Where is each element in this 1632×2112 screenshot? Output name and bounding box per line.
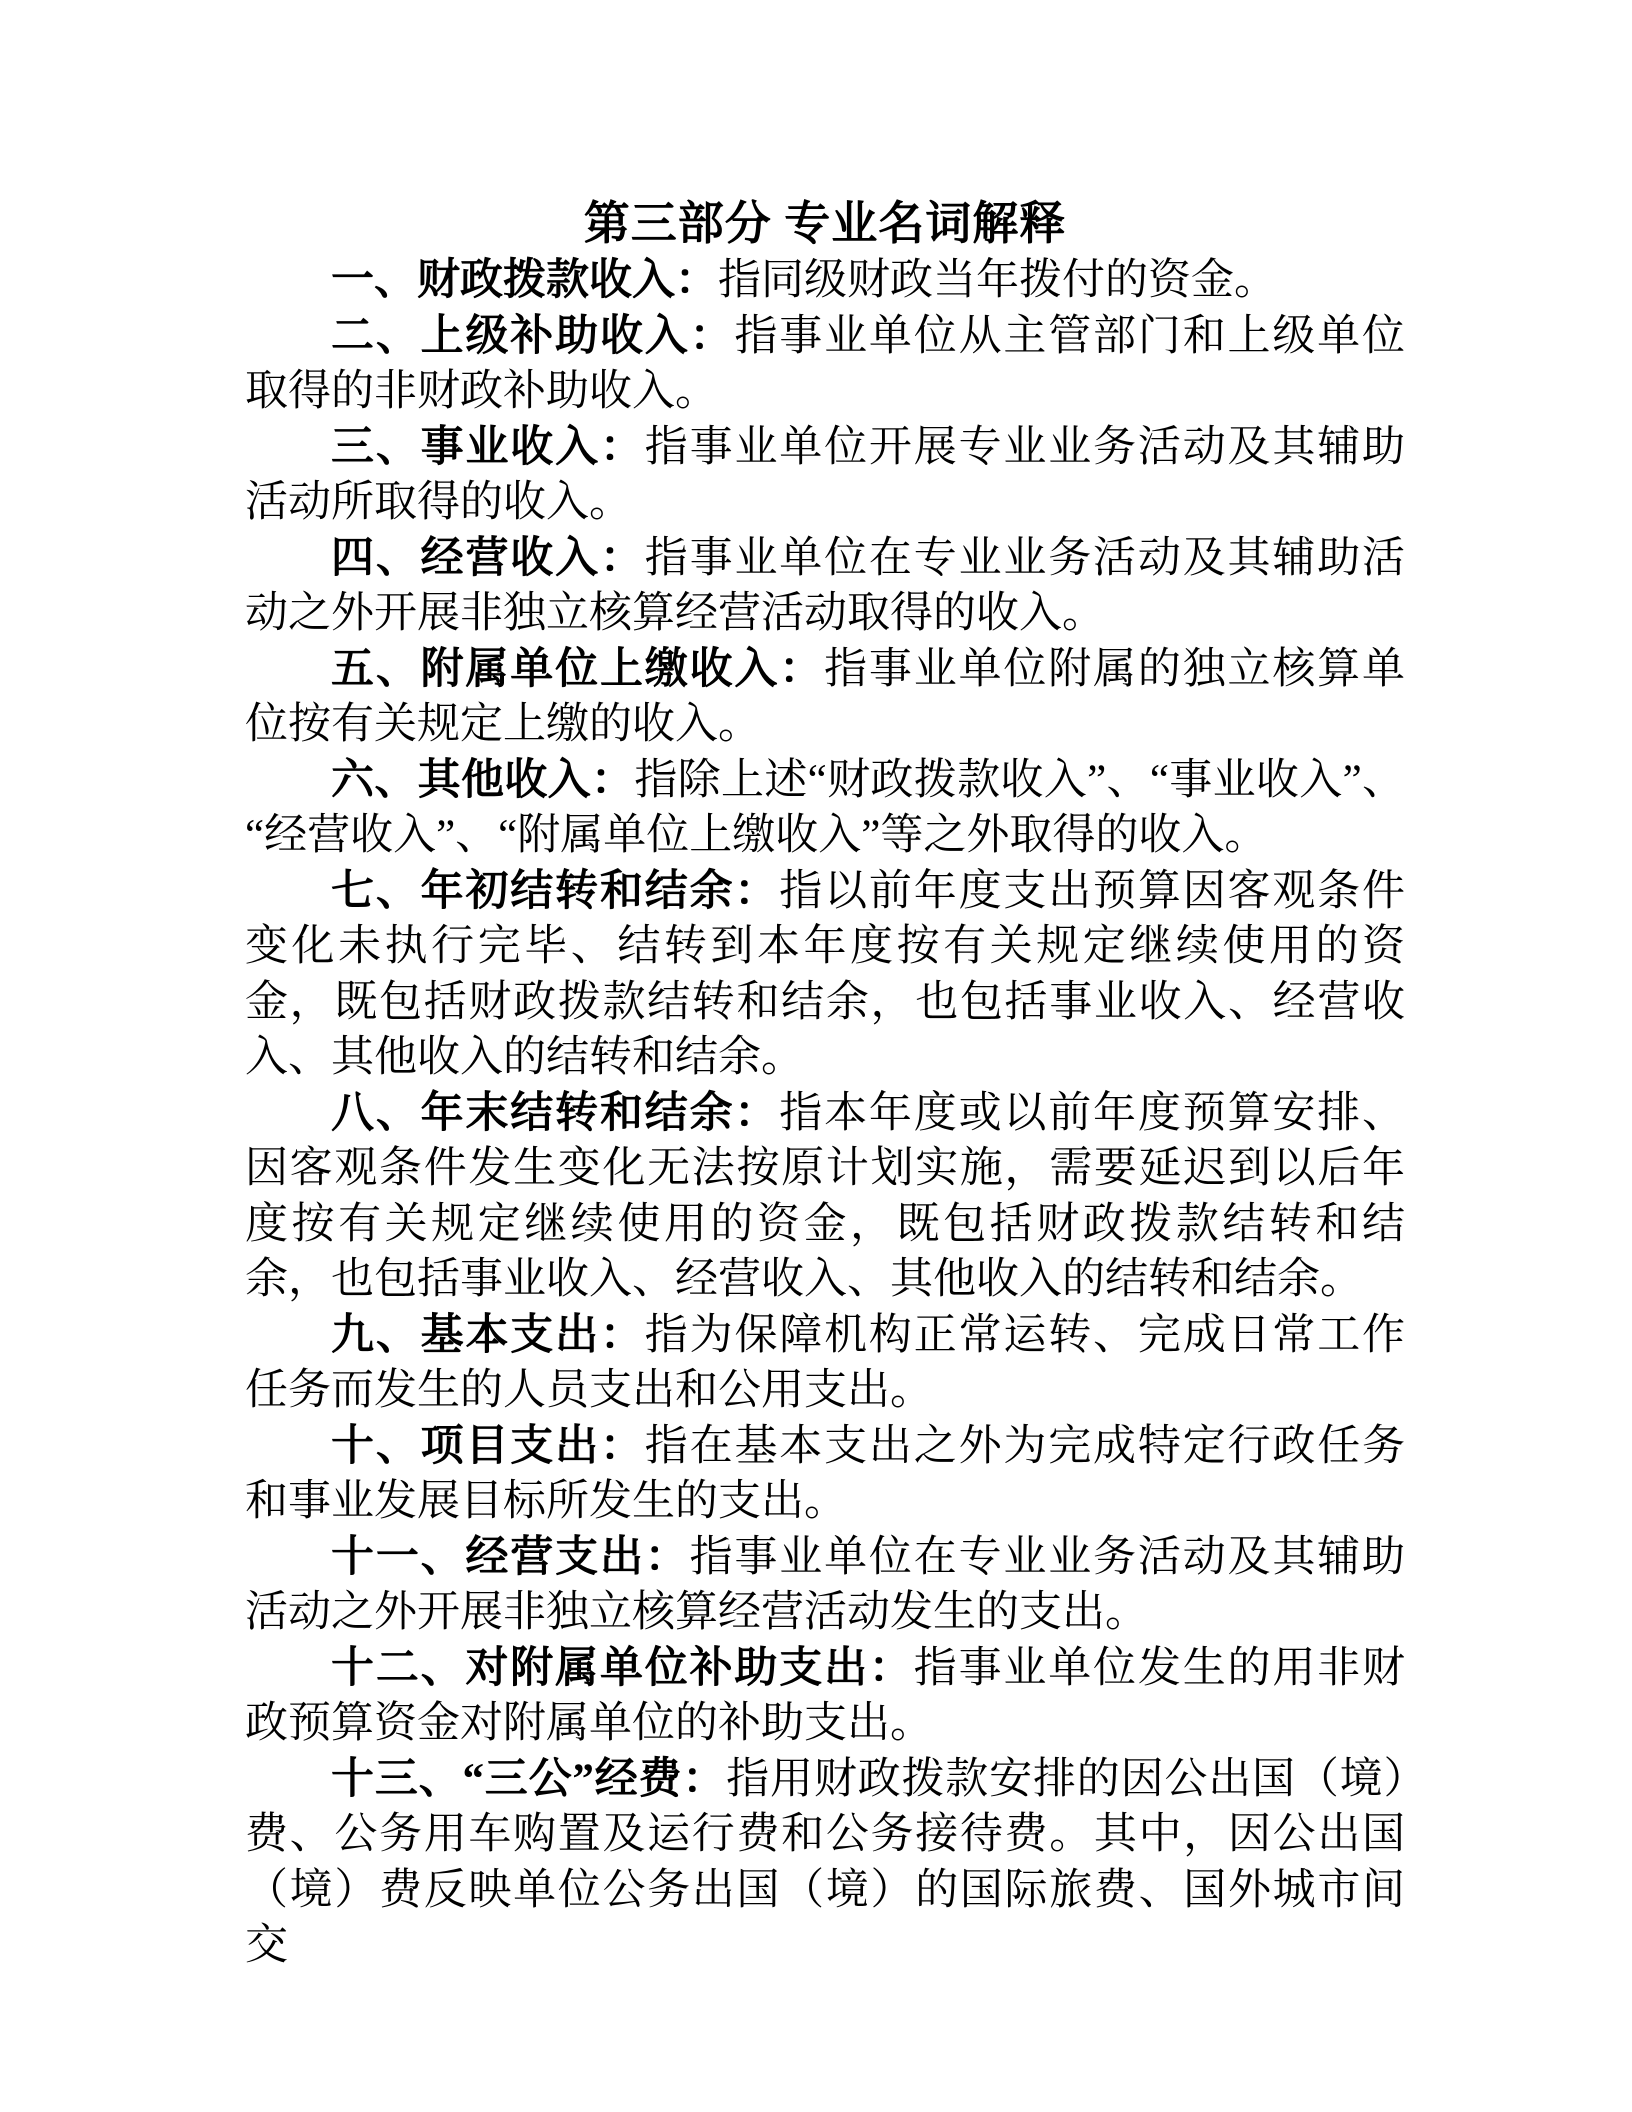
definition-term: 四、经营收入： [331,534,645,582]
definition-text: 指事业单位从主管部门和上级单位取得的非财政补助收入。 [245,312,1406,415]
definition-text: 指除上述“财政拨款收入”、“事业收入”、“经营收入”、“附属单位上缴收入”等之外取得的收入。 [245,756,1406,859]
definition-paragraph [245,531,1405,642]
definition-text: 指事业单位附属的独立核算单位按有关规定上缴的收入。 [245,645,1406,748]
page-title: 第三部分 专业名词解释 [583,198,1067,249]
definition-term: 二、上级补助收入： [331,312,735,360]
definition-paragraph [245,642,1405,753]
definition-text: 指本年度或以前年度预算安排、因客观条件发生变化无法按原计划实施，需要延迟到以后年度按有关规定继续使用的资金，既包括财政拨款结转和结余，也包括事业收入、经营收入、其他收入的结转和结余。 [245,1089,1406,1303]
definition-term: 六、其他收入： [331,756,635,804]
definition-text: 指为保障机构正常运转、完成日常工作任务而发生的人员支出和公用支出。 [245,1311,1406,1414]
definition-paragraph [245,864,1405,1086]
definition-text: 指事业单位发生的用非财政预算资金对附属单位的补助支出。 [245,1644,1406,1747]
definition-term: 八、年末结转和结余： [331,1089,780,1137]
definition-text: 指事业单位在专业业务活动及其辅助活动之外开展非独立核算经营活动取得的收入。 [245,534,1406,637]
definition-paragraph [245,1419,1405,1530]
definition-term: 七、年初结转和结余： [331,867,780,915]
definition-paragraph [245,1308,1405,1419]
definition-paragraph [245,1752,1405,1974]
definition-paragraph [245,1086,1405,1308]
definition-paragraph [245,309,1405,420]
definition-paragraph [245,420,1405,531]
definition-term: 十一、经营支出： [331,1533,690,1581]
definition-text: 指事业单位开展专业业务活动及其辅助活动所取得的收入。 [245,423,1406,526]
definition-paragraph [245,753,1405,864]
definition-term: 九、基本支出： [331,1311,645,1359]
definition-paragraph [245,253,1405,309]
definition-term: 三、事业收入： [331,423,645,471]
definition-text: 指同级财政当年拨付的资金。 [718,257,1277,304]
definition-paragraph [245,1641,1405,1752]
definition-text: 指在基本支出之外为完成特定行政任务和事业发展目标所发生的支出。 [245,1422,1406,1525]
definition-term: 十二、对附属单位补助支出： [331,1644,914,1692]
definition-text: 指以前年度支出预算因客观条件变化未执行完毕、结转到本年度按有关规定继续使用的资金，既包括财政拨款结转和结余，也包括事业收入、经营收入、其他收入的结转和结余。 [245,867,1406,1081]
definition-text: 指事业单位在专业业务活动及其辅助活动之外开展非独立核算经营活动发生的支出。 [245,1533,1406,1636]
definition-term: 十三、“三公”经费： [331,1755,727,1803]
definition-term: 五、附属单位上缴收入： [331,645,825,693]
definition-term: 十、项目支出： [331,1422,645,1470]
definitions-list [245,253,1405,1974]
definition-text: 指用财政拨款安排的因公出国（境）费、公务用车购置及运行费和公务接待费。其中，因公出国（境）费反映单位公务出国（境）的国际旅费、国外城市间交 [245,1755,1406,1969]
definition-paragraph [245,1530,1405,1641]
definition-term: 一、财政拨款收入： [331,257,718,304]
